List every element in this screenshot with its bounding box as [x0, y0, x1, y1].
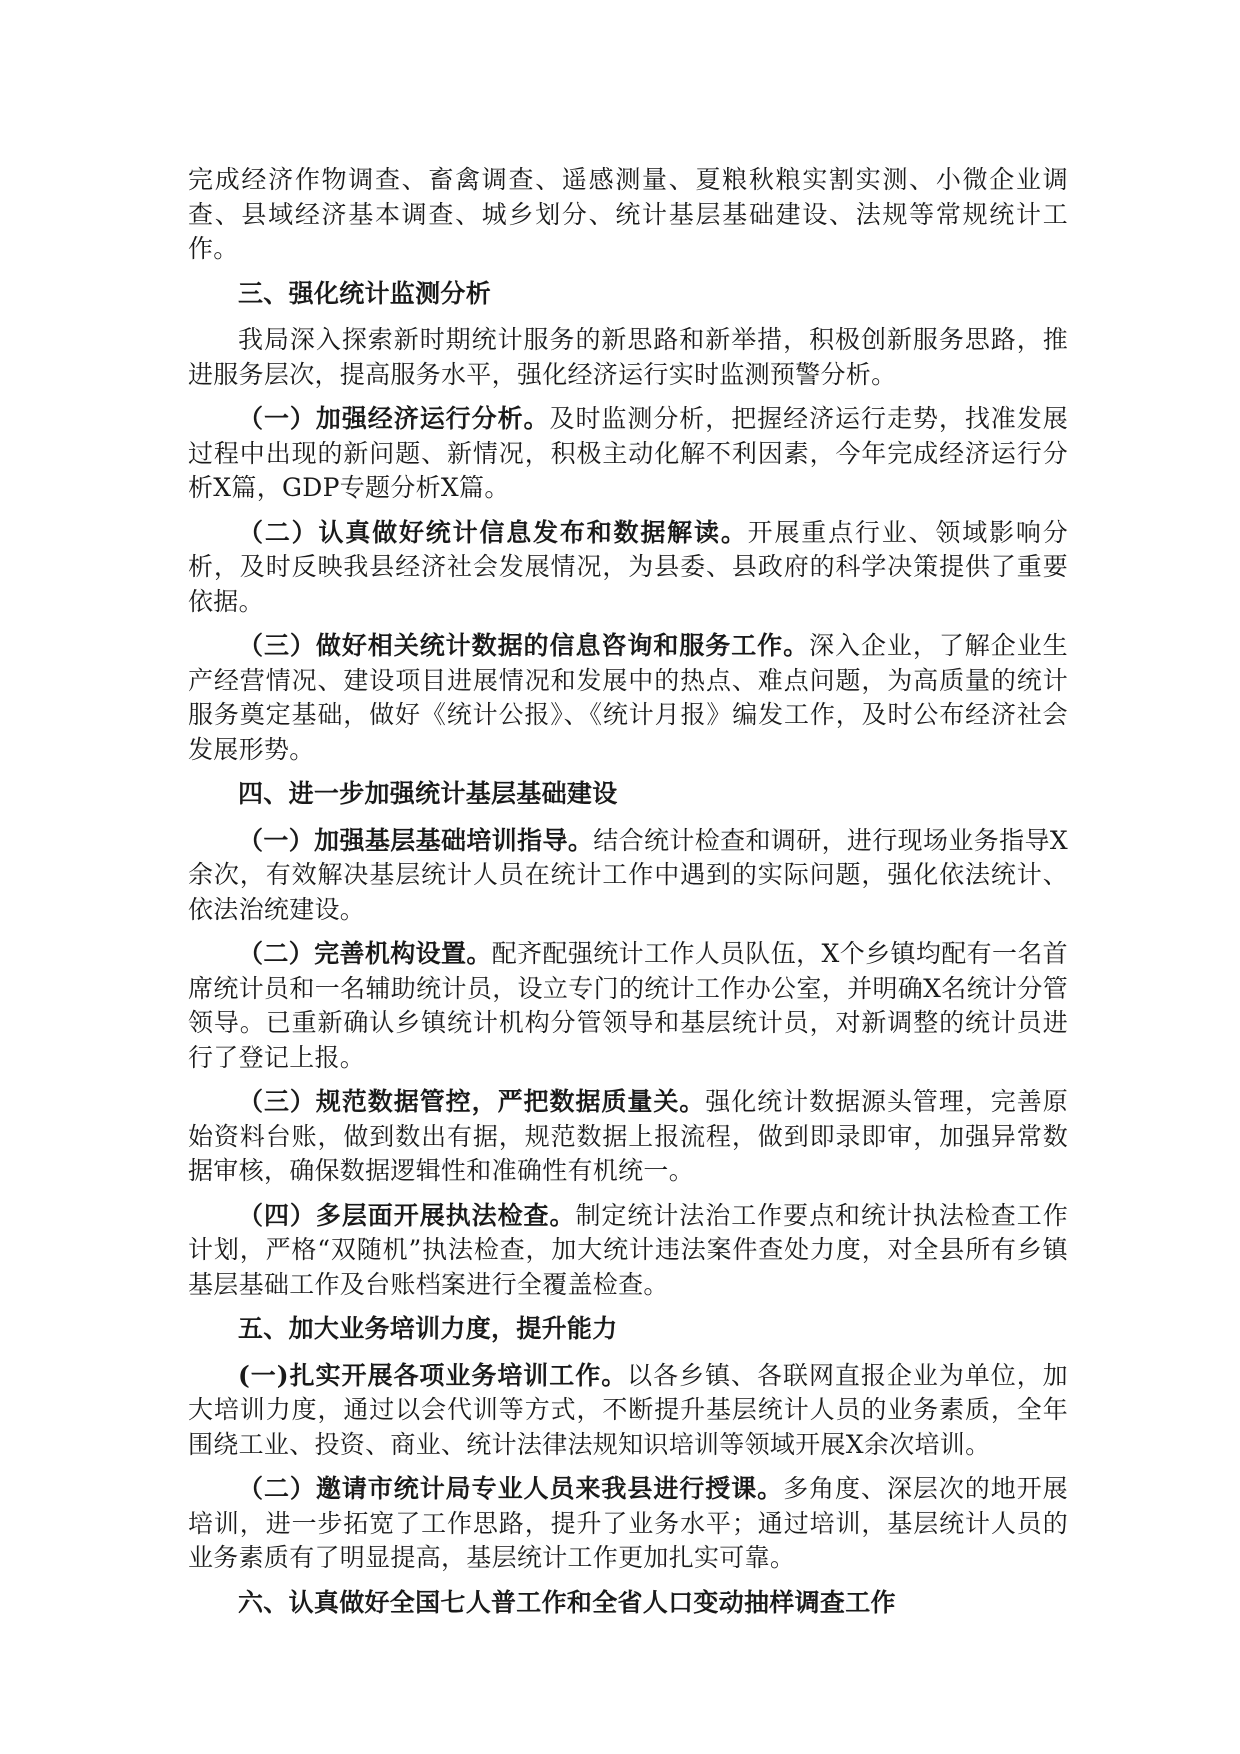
item-lead: （二）完善机构设置。	[238, 939, 492, 968]
item-lead: （一）加强经济运行分析。	[238, 404, 550, 433]
document-body	[188, 163, 1068, 1632]
item-body: 制定统计法治工作要点和统计执法检查工作计划，严格“双随机”执法检查，加大统计违法案件查处力度，对全县所有乡镇基层基础工作及台账档案进行全覆盖检查。	[188, 1200, 1068, 1299]
item-body: 深入企业，了解企业生产经营情况、建设项目进展情况和发展中的热点、难点问题，为高质量的统计服务奠定基础，做好《统计公报》、《统计月报》编发工作，及时公布经济社会发展形势。	[188, 631, 1068, 764]
item-body: 以各乡镇、各联网直报企业为单位，加大培训力度，通过以会代训等方式，不断提升基层统计人员的业务素质，全年围绕工业、投资、商业、统计法律法规知识培训等领域开展X余次培训。	[188, 1360, 1068, 1459]
section-3-item-1	[188, 402, 1068, 506]
item-lead: （四）多层面开展执法检查。	[238, 1200, 576, 1230]
item-body: 及时监测分析，把握经济运行走势，找准发展过程中出现的新问题、新情况，积极主动化解不利因素，今年完成经济运行分析X篇，GDP专题分析X篇。	[188, 404, 1068, 502]
section-3-item-2	[188, 516, 1068, 620]
section-heading-6: 六、认真做好全国七人普工作和全省人口变动抽样调查工作	[238, 1587, 896, 1617]
section-4-item-1	[188, 824, 1068, 928]
section-4-item-4	[188, 1199, 1068, 1303]
section-3-item-3	[188, 629, 1068, 767]
item-lead: （一）加强基层基础培训指导。	[238, 825, 594, 855]
item-lead: （二）认真做好统计信息发布和数据解读。	[238, 517, 748, 547]
item-lead: （三）做好相关统计数据的信息咨询和服务工作。	[238, 631, 810, 660]
section-heading-4: 四、进一步加强统计基层基础建设	[238, 779, 618, 808]
section-3-intro-paragraph: 我局深入探索新时期统计服务的新思路和新举措，积极创新服务思路，推进服务层次，提高服务水平，强化经济运行实时监测预警分析。	[188, 325, 1068, 389]
item-body: 配齐配强统计工作人员队伍，X个乡镇均配有一名首席统计员和一名辅助统计员，设立专门的统计工作办公室，并明确X名统计分管领导。已重新确认乡镇统计机构分管领导和基层统计员，对新调整的统计员进行了登记上报。	[188, 939, 1068, 1072]
item-body: 强化统计数据源头管理，完善原始资料台账，做到数出有据，规范数据上报流程，做到即录即审，加强异常数据审核，确保数据逻辑性和准确性有机统一。	[188, 1087, 1069, 1185]
item-lead: （三）规范数据管控，严把数据质量关。	[238, 1087, 706, 1116]
item-body: 开展重点行业、领域影响分析，及时反映我县经济社会发展情况，为县委、县政府的科学决策提供了重要依据。	[188, 517, 1068, 616]
section-5-item-1	[188, 1359, 1068, 1463]
item-lead: (一)扎实开展各项业务培训工作。	[238, 1360, 628, 1390]
section-heading-3: 三、强化统计监测分析	[238, 278, 492, 308]
intro-continuation-paragraph: 完成经济作物调查、畜禽调查、遥感测量、夏粮秋粮实割实测、小微企业调查、县域经济基本调查、城乡划分、统计基层基础建设、法规等常规统计工作。	[188, 165, 1068, 263]
section-4-item-2	[188, 937, 1068, 1075]
item-lead: （二）邀请市统计局专业人员来我县进行授课。	[238, 1474, 784, 1503]
item-body: 结合统计检查和调研，进行现场业务指导X余次，有效解决基层统计人员在统计工作中遇到的实际问题，强化依法统计、依法治统建设。	[188, 825, 1069, 924]
section-heading-5: 五、加大业务培训力度，提升能力	[238, 1314, 618, 1343]
section-5-item-2	[188, 1472, 1068, 1576]
item-body: 多角度、深层次的地开展培训，进一步拓宽了工作思路，提升了业务水平；通过培训，基层统计人员的业务素质有了明显提高，基层统计工作更加扎实可靠。	[188, 1474, 1068, 1572]
section-4-item-3	[188, 1085, 1068, 1189]
